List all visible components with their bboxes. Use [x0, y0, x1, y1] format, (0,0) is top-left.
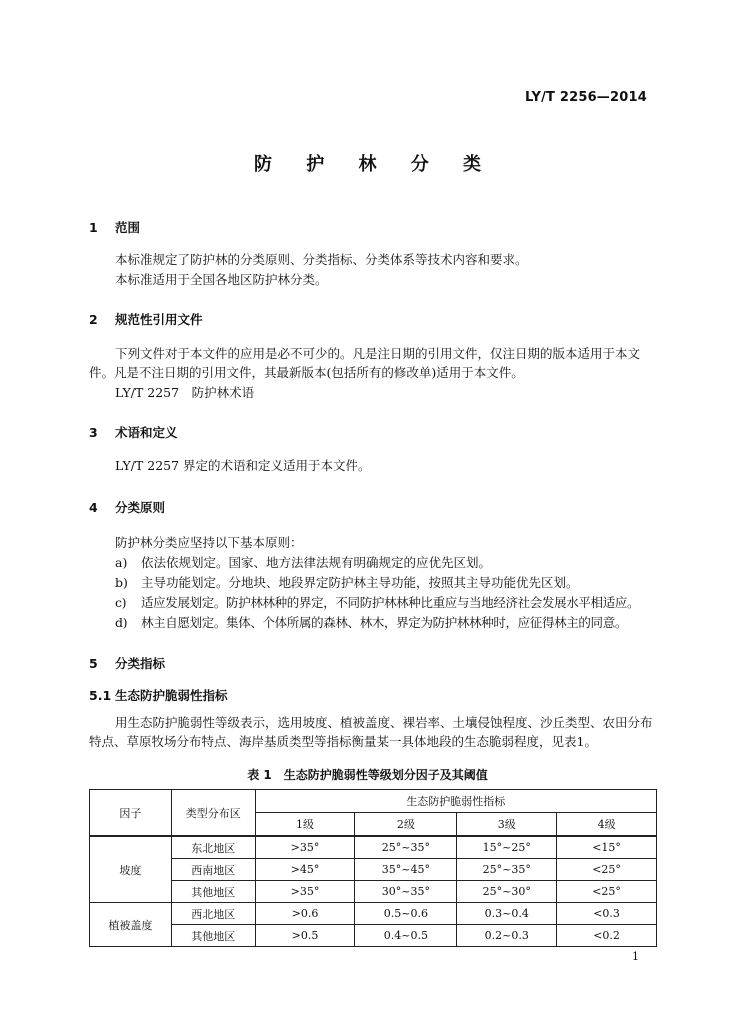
section-number: 5: [89, 656, 98, 671]
table-1: [89, 789, 657, 947]
principle-item-a: [115, 553, 675, 572]
standard-code: LY/T 2256—2014: [525, 90, 647, 105]
value-cell: >35°: [255, 836, 355, 859]
factor-cell: 坡度: [90, 836, 172, 903]
region-cell: 东北地区: [171, 836, 255, 859]
table-header-row: [90, 790, 657, 813]
value-cell: <25°: [557, 881, 657, 903]
section-2-reference: LY/T 2257 防护林术语: [115, 385, 255, 400]
section-4-intro: 防护林分类应坚持以下基本原则：: [115, 535, 303, 550]
region-cell: 西北地区: [171, 903, 255, 925]
value-cell: <0.3: [557, 903, 657, 925]
value-cell: <15°: [557, 836, 657, 859]
value-cell: 0.5~0.6: [355, 903, 457, 925]
section-number: 2: [89, 312, 98, 327]
section-1-paragraph-1: 本标准规定了防护林的分类原则、分类指标、分类体系等技术内容和要求。: [115, 252, 528, 267]
section-number: 1: [89, 220, 98, 235]
value-cell: 0.2~0.3: [457, 925, 557, 947]
section-title: 术语和定义: [115, 425, 178, 440]
header-region: 类型分布区: [171, 790, 255, 837]
value-cell: >35°: [255, 881, 355, 903]
section-3-heading: [89, 423, 178, 441]
principle-item-c: [115, 593, 675, 612]
value-cell: 0.4~0.5: [355, 925, 457, 947]
section-3-paragraph-1: LY/T 2257 界定的术语和定义适用于本文件。: [115, 458, 371, 473]
factor-cell: 植被盖度: [90, 903, 172, 947]
value-cell: >0.6: [255, 903, 355, 925]
item-label: c): [115, 595, 127, 610]
page-number: 1: [632, 950, 639, 963]
section-title: 生态防护脆弱性指标: [115, 688, 228, 703]
section-number: 5.1: [89, 688, 112, 703]
section-number: 3: [89, 425, 98, 440]
header-level-2: 2级: [355, 813, 457, 837]
value-cell: <0.2: [557, 925, 657, 947]
value-cell: >45°: [255, 859, 355, 881]
section-5-1-paragraph-1: 用生态防护脆弱性等级表示，选用坡度、植被盖度、裸岩率、土壤侵蚀程度、沙丘类型、农田分布特点、草原牧场分布特点、海岸基质类型等指标衡量某一具体地段的生态脆弱程度，见表1。: [89, 715, 653, 749]
principle-item-d: [115, 613, 675, 632]
header-factor: 因子: [90, 790, 172, 837]
section-title: 范围: [115, 220, 141, 235]
item-text: 主导功能划定。分地块、地段界定防护林主导功能，按照其主导功能优先区划。: [141, 575, 579, 590]
value-cell: 30°~35°: [355, 881, 457, 903]
value-cell: 25°~35°: [355, 836, 457, 859]
header-level-3: 3级: [457, 813, 557, 837]
section-number: 4: [89, 500, 98, 515]
value-cell: 35°~45°: [355, 859, 457, 881]
value-cell: 25°~35°: [457, 859, 557, 881]
table-row: [90, 903, 657, 925]
section-1-paragraph-2: 本标准适用于全国各地区防护林分类。: [115, 272, 328, 287]
section-5-heading: [89, 654, 165, 672]
section-title: 分类指标: [115, 656, 166, 671]
section-5-1-heading: [89, 686, 228, 704]
section-1-heading: [89, 218, 140, 236]
region-cell: 其他地区: [171, 881, 255, 903]
section-4-heading: [89, 498, 165, 516]
table-row: [90, 836, 657, 859]
value-cell: 0.3~0.4: [457, 903, 557, 925]
item-text: 林主自愿划定。集体、个体所属的森林、林木，界定为防护林林种时，应征得林主的同意。: [141, 615, 628, 630]
value-cell: 15°~25°: [457, 836, 557, 859]
section-2-heading: [89, 310, 203, 328]
table-row: [90, 881, 657, 903]
principle-item-b: [115, 573, 675, 592]
header-level-1: 1级: [255, 813, 355, 837]
table-caption: 表 1 生态防护脆弱性等级划分因子及其阈值: [247, 768, 488, 782]
section-2-paragraph-1: 下列文件对于本文件的应用是必不可少的。凡是注日期的引用文件，仅注日期的版本适用于本文件。凡是不注日期的引用文件，其最新版本(包括所有的修改单)适用于本文件。: [89, 346, 641, 380]
table-row: [90, 925, 657, 947]
header-indicator-group: 生态防护脆弱性指标: [255, 790, 656, 813]
item-label: b): [115, 575, 128, 590]
header-level-4: 4级: [557, 813, 657, 837]
value-cell: >0.5: [255, 925, 355, 947]
value-cell: <25°: [557, 859, 657, 881]
region-cell: 其他地区: [171, 925, 255, 947]
section-title: 分类原则: [115, 500, 166, 515]
item-label: d): [115, 615, 128, 630]
document-title: 防 护 林 分 类: [253, 154, 496, 175]
section-title: 规范性引用文件: [115, 312, 203, 327]
region-cell: 西南地区: [171, 859, 255, 881]
value-cell: 25°~30°: [457, 881, 557, 903]
item-text: 适应发展划定。防护林林种的界定，不同防护林林种比重应与当地经济社会发展水平相适应。: [141, 595, 640, 610]
table-row: [90, 859, 657, 881]
item-label: a): [115, 555, 128, 570]
item-text: 依法依规划定。国家、地方法律法规有明确规定的应优先区划。: [141, 555, 492, 570]
